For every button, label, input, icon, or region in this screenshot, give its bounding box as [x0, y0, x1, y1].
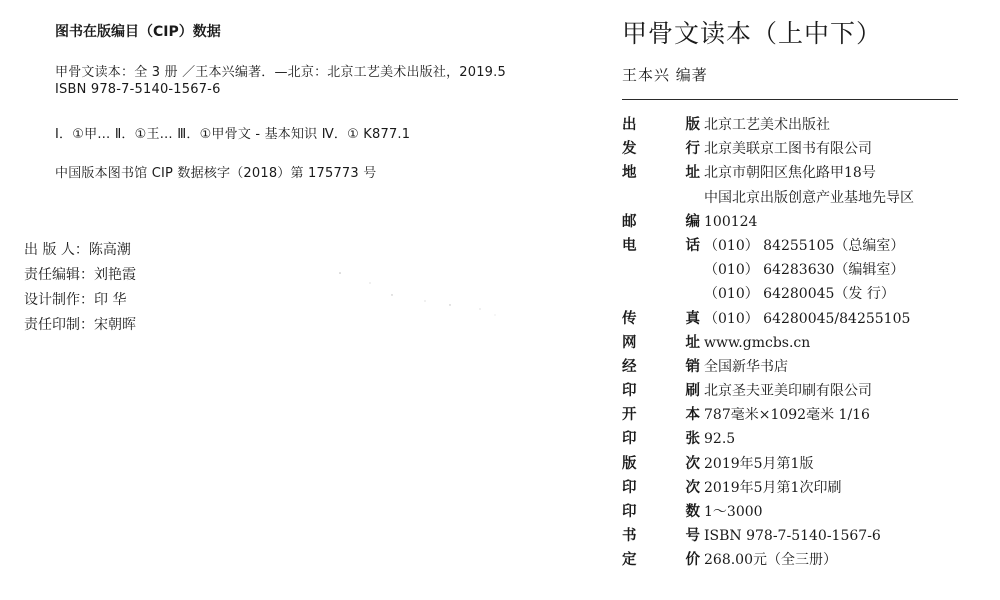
info-label-char: 印: [622, 383, 637, 400]
staff-list: [24, 238, 136, 338]
info-label-char: 传: [622, 310, 637, 327]
info-label-char: 次: [685, 479, 700, 496]
info-label: [622, 427, 700, 451]
info-value: 全国新华书店: [704, 358, 788, 375]
staff-value: 印 华: [94, 292, 127, 308]
info-row: [622, 331, 914, 355]
info-value: （010） 64280045/84255105: [704, 310, 911, 327]
info-label: [622, 210, 700, 234]
info-value: 北京工艺美术出版社: [704, 117, 830, 133]
info-label-char: 邮: [622, 213, 637, 230]
info-label-char: 印: [622, 431, 637, 448]
staff-label: 责任印制：: [24, 317, 94, 333]
info-label-char: 版: [685, 117, 700, 133]
info-row: [622, 210, 914, 234]
info-label-char: 版: [622, 455, 637, 472]
info-label-char: 地: [622, 165, 637, 182]
info-label-char: 印: [622, 504, 637, 520]
info-value: （010） 84255105（总编室）: [704, 237, 905, 254]
info-value: 1～3000: [704, 504, 763, 520]
info-label-char: 本: [685, 407, 700, 424]
info-row: [622, 186, 914, 210]
copyright-page-right: [605, 0, 1000, 600]
info-label-char: 电: [622, 237, 637, 254]
info-label: [622, 307, 700, 331]
info-row: [622, 452, 914, 476]
info-row: [622, 427, 914, 451]
staff-row: [24, 263, 136, 288]
info-label-char: 发: [622, 141, 637, 158]
info-label-char: 号: [685, 528, 700, 545]
info-row: [622, 476, 914, 500]
info-row: [622, 282, 914, 306]
info-label-char: 开: [622, 407, 637, 424]
info-label-char: 刷: [685, 383, 700, 400]
info-value: 100124: [704, 213, 758, 230]
info-row: [622, 379, 914, 403]
cip-isbn-line: ISBN 978-7-5140-1567-6: [55, 82, 221, 97]
cip-verification-line: 中国版本图书馆 CIP 数据核字（2018）第 175773 号: [55, 166, 377, 181]
info-label-char: 出: [622, 117, 637, 133]
info-label: [622, 331, 700, 355]
info-row: [622, 500, 914, 524]
cip-classification-line: Ⅰ．①甲… Ⅱ．①王… Ⅲ．①甲骨文 - 基本知识 Ⅳ．① K877.1: [55, 127, 411, 142]
publication-info: [622, 113, 914, 573]
info-row: [622, 258, 914, 282]
info-row: [622, 113, 914, 137]
book-title: 甲骨文读本（上中下）: [622, 19, 883, 48]
info-label: [622, 524, 700, 548]
staff-row: [24, 288, 136, 313]
info-value: 92.5: [704, 431, 736, 448]
info-label: [622, 379, 700, 403]
info-label-char: 销: [685, 358, 700, 375]
info-value: 2019年5月第1版: [704, 455, 814, 472]
info-value: www.gmcbs.cn: [704, 334, 811, 351]
info-value: 北京圣夫亚美印刷有限公司: [704, 383, 872, 400]
info-label-char: 印: [622, 479, 637, 496]
staff-label: 责任编辑：: [24, 267, 94, 283]
info-value: 2019年5月第1次印刷: [704, 479, 842, 496]
info-row: [622, 137, 914, 161]
info-label: [622, 355, 700, 379]
staff-value: 刘艳霞: [94, 267, 136, 283]
info-label-char: 次: [685, 455, 700, 472]
info-label: [622, 234, 700, 258]
divider: [622, 99, 958, 100]
info-label-char: 定: [622, 552, 637, 569]
book-author: 王本兴 编著: [622, 66, 708, 84]
info-row: [622, 548, 914, 572]
scan-speckles: [330, 265, 510, 325]
info-label-char: 话: [685, 237, 700, 254]
info-value: 中国北京出版创意产业基地先导区: [704, 189, 914, 206]
info-label: [622, 137, 700, 161]
info-row: [622, 307, 914, 331]
info-row: [622, 524, 914, 548]
staff-label: 设计制作：: [24, 292, 94, 308]
info-label-char: 网: [622, 334, 637, 351]
info-label: [622, 403, 700, 427]
info-label-char: 真: [685, 310, 700, 327]
info-value: 北京市朝阳区焦化路甲18号: [704, 165, 876, 182]
info-value: 787毫米×1092毫米 1/16: [704, 407, 870, 424]
info-label-char: 价: [685, 552, 700, 569]
info-label-char: 经: [622, 358, 637, 375]
staff-row: [24, 238, 136, 263]
cip-title: 图书在版编目（CIP）数据: [55, 24, 221, 40]
info-label-char: 编: [685, 213, 700, 230]
info-row: [622, 234, 914, 258]
info-label-char: 张: [685, 431, 700, 448]
info-label: [622, 548, 700, 572]
info-value: （010） 64280045（发 行）: [704, 286, 895, 303]
staff-row: [24, 313, 136, 338]
staff-value: 陈高潮: [88, 242, 131, 258]
info-label: [622, 476, 700, 500]
info-label-char: 址: [685, 334, 700, 351]
info-label: [622, 500, 700, 524]
info-row: [622, 355, 914, 379]
info-label-char: 数: [685, 504, 700, 520]
staff-value: 宋朝晖: [94, 317, 136, 333]
info-label-char: 书: [622, 528, 637, 545]
info-value: （010） 64283630（编辑室）: [704, 262, 905, 279]
info-value: 北京美联京工图书有限公司: [704, 141, 872, 158]
info-label-char: 行: [685, 141, 700, 158]
info-row: [622, 161, 914, 185]
info-value: 268.00元（全三册）: [704, 552, 837, 569]
staff-label: 出 版 人：: [24, 242, 89, 258]
info-row: [622, 403, 914, 427]
info-label: [622, 161, 700, 185]
info-label: [622, 113, 700, 137]
info-label: [622, 452, 700, 476]
cip-record-line: 甲骨文读本：全 3 册 ／王本兴编著．—北京：北京工艺美术出版社，2019.5: [55, 65, 506, 80]
info-value: ISBN 978-7-5140-1567-6: [704, 528, 881, 545]
info-label-char: 址: [685, 165, 700, 182]
